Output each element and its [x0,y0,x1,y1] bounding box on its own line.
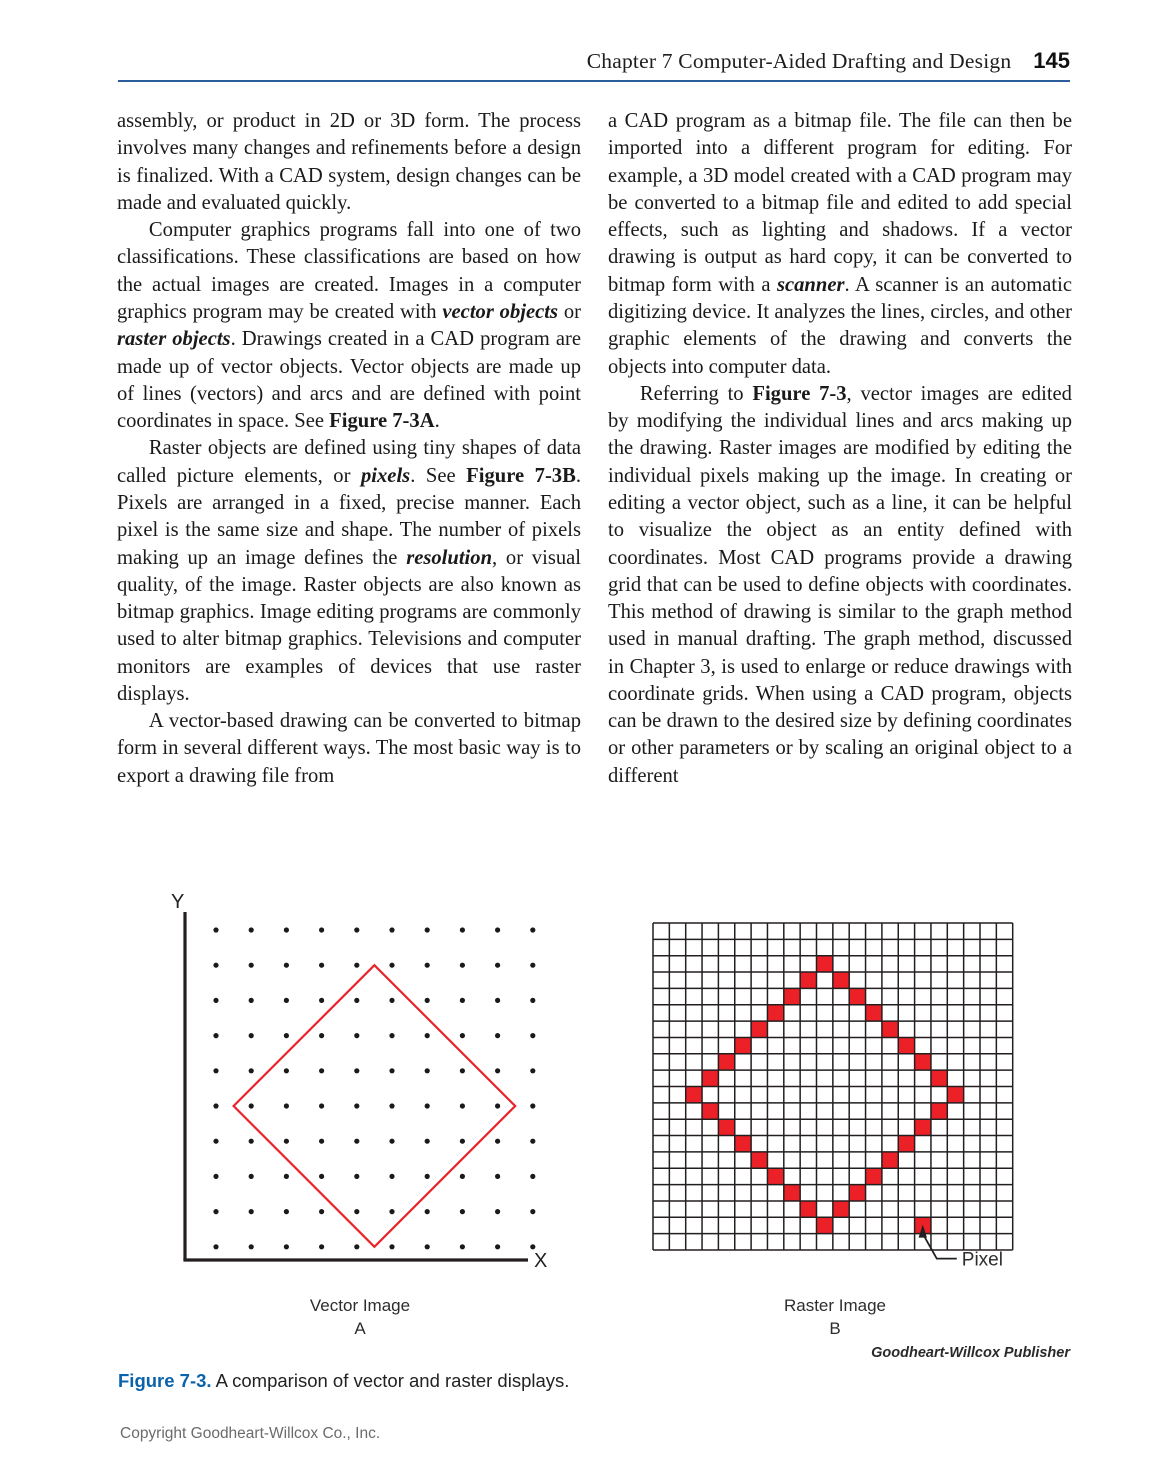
filled-pixel [702,1070,718,1086]
text-run: . A scanner is an automatic digitizing device. It analyzes the lines, circles, and other graphic elements of the drawing and converts the objects into computer data. [608,273,1073,378]
text-run: A vector-based drawing can be converted to bitmap form in several different ways. The most basic way is to export a drawing file from [117,710,581,787]
grid-dot [249,998,254,1003]
text-run: Figure 7-3 [752,382,847,405]
grid-dot [284,1209,289,1214]
text-run: Figure 7-3A [329,410,435,433]
grid-dot [354,1174,359,1179]
grid-dot [495,927,500,932]
grid-dot [249,963,254,968]
grid-dot [389,1244,394,1249]
grid-dot [389,1209,394,1214]
text-run: . See [410,464,467,487]
grid-dot [460,1068,465,1073]
grid-dot [319,963,324,968]
grid-dot [460,1244,465,1249]
text-run: pixels [360,464,411,487]
vector-image-caption [160,1295,560,1341]
grid-dot [530,1103,535,1108]
grid-dot [354,963,359,968]
grid-dot [249,1139,254,1144]
grid-dot [319,1174,324,1179]
vector-image-title: Vector Image [309,1296,411,1315]
grid-dot [284,963,289,968]
text-run: or [558,300,581,323]
grid-dot [460,1103,465,1108]
grid-dot [530,1209,535,1214]
grid-dot [213,1033,218,1038]
grid-dot [460,1209,465,1214]
grid-dot [249,1068,254,1073]
text-run: Figure 7-3B [466,464,576,487]
grid-dot [354,1209,359,1214]
pixel-callout-label: Pixel [961,1249,1003,1271]
filled-pixel [767,1168,783,1184]
grid-dot [389,1033,394,1038]
grid-dot [389,998,394,1003]
grid-dot [530,1068,535,1073]
grid-dot [425,1139,430,1144]
filled-pixel [931,1103,947,1119]
grid-dot [389,927,394,932]
filled-pixel [849,1185,865,1201]
figure-caption [118,1370,918,1392]
figure-caption-text: A comparison of vector and raster displays. [211,1370,570,1391]
paragraph [117,435,581,708]
grid-dot [213,927,218,932]
vector-image-letter: A [354,1318,366,1338]
grid-dot [389,1103,394,1108]
grid-dot [530,998,535,1003]
text-run: Computer graphics programs fall into one of two classifications. These classifications are based on how the actual images are created. Images in a computer graphics program may be created with [117,219,581,323]
text-run: raster objects [117,328,231,351]
grid-dot [284,927,289,932]
text-run: a CAD program as a bitmap file. The file can then be imported into a different program for editing. For example, a 3D model created with a CAD program may be converted to a bitmap file and edited to add special effects, such as lighting and shadows. If a vector drawing is output as hard copy, it can be converted to bitmap form with a [608,110,1072,296]
vector-diamond [234,965,516,1247]
grid-dot [495,1068,500,1073]
filled-pixel [882,1152,898,1168]
filled-pixel [718,1119,734,1135]
grid-dot [460,1033,465,1038]
raster-image-title: Raster Image [783,1296,887,1315]
grid-dot [213,1103,218,1108]
grid-dot [319,927,324,932]
grid-dot [389,1174,394,1179]
grid-dot [213,1139,218,1144]
grid-dot [284,1103,289,1108]
grid-dot [284,1139,289,1144]
grid-dot [495,1244,500,1249]
copyright-notice: Copyright Goodheart-Willcox Co., Inc. [120,1425,381,1442]
grid-dot [425,927,430,932]
filled-pixel [947,1087,963,1103]
grid-dot [495,998,500,1003]
figure-caption-label: Figure 7-3. [118,1370,212,1391]
text-run: Raster objects are defined using tiny shapes of data called picture elements, or [117,437,581,487]
x-axis-label: X [534,1250,548,1272]
page-number: 145 [1033,48,1070,73]
text-run: . [434,410,440,433]
grid-dot [460,1174,465,1179]
grid-dot [460,927,465,932]
text-run: scanner [776,273,845,296]
text-run: , or visual quality, of the image. Raster objects are also known as bitmap graphics. Image editing programs are commonly used to alter bitmap graphics. Televisions and computer monitors are examples of devices that use raster displays. [117,546,582,705]
grid-dot [495,1139,500,1144]
grid-dot [354,1033,359,1038]
filled-pixel [833,1201,849,1217]
figure-7-3 [0,890,1156,1360]
grid-dot [213,963,218,968]
filled-pixel [882,1021,898,1037]
filled-pixel [915,1119,931,1135]
chapter-title: Chapter 7 Computer-Aided Drafting and Design [586,49,1012,73]
grid-dot [213,1174,218,1179]
vector-image-diagram [160,890,580,1290]
grid-dot [495,1103,500,1108]
text-run: assembly, or product in 2D or 3D form. The process involves many changes and refinements before a design is finalized. With a CAD system, design changes can be made and evaluated quickly. [117,110,581,214]
text-run: Referring to [639,382,753,405]
grid-dot [425,1068,430,1073]
grid-dot [249,1033,254,1038]
grid-dot [319,1068,324,1073]
filled-pixel [898,1136,914,1152]
text-run: . Drawings created in a CAD program are made up of vector objects. Vector objects are made up of lines (vectors) and arcs and are defined with point coordinates in space. See [117,328,581,433]
text-run: . Pixels are arranged in a fixed, precise manner. Each pixel is the same size and shape. The number of pixels making up an image defines the [117,464,581,569]
grid-dot [354,1139,359,1144]
filled-pixel [751,1021,767,1037]
filled-pixel [800,1201,816,1217]
grid-dot [249,1174,254,1179]
y-axis-label: Y [171,891,185,913]
paragraph [117,108,581,217]
grid-dot [425,998,430,1003]
grid-dot [319,1103,324,1108]
filled-pixel [898,1037,914,1053]
grid-dot [213,1244,218,1249]
grid-dot [284,998,289,1003]
filled-pixel [767,1005,783,1021]
grid-dot [530,1174,535,1179]
grid-dot [460,998,465,1003]
filled-pixel [866,1168,882,1184]
grid-dot [425,963,430,968]
filled-pixel [784,988,800,1004]
pixel-layer [686,956,964,1234]
filled-pixel [784,1185,800,1201]
filled-pixel [735,1136,751,1152]
filled-pixel [849,988,865,1004]
grid-dot [354,1103,359,1108]
grid-dot [319,1244,324,1249]
grid-dot [213,1068,218,1073]
filled-pixel [817,1217,833,1233]
paragraph [117,217,581,435]
grid-dot [249,1103,254,1108]
grid-dot [354,927,359,932]
grid-dot [319,998,324,1003]
grid-dot [495,1174,500,1179]
running-head [118,48,1070,74]
text-run: , vector images are edited by modifying the individual lines and arcs making up the drawing. Raster images are modified by editing the individual pixels making up the image. In creating or editing a vector object, such as a line, it can be helpful to visualize the object as an entity defined with coordinates. Most CAD programs provide a drawing grid that can be used to define objects with coordinates. This method of drawing is similar to the graph method used in manual drafting. The graph method, discussed in Chapter 3, is used to enlarge or reduce drawings with coordinate grids. When using a CAD program, objects can be drawn to the desired size by defining coordinates or other parameters or by scaling an original object to a different [608,382,1072,787]
text-run: resolution [406,546,493,569]
grid-dot [530,927,535,932]
filled-pixel [718,1054,734,1070]
grid-dot [354,998,359,1003]
grid-dot [425,1033,430,1038]
raster-image-letter: B [829,1318,841,1338]
grid-dot [425,1209,430,1214]
grid-dot [354,1068,359,1073]
grid-dot [530,1244,535,1249]
grid-dot [425,1174,430,1179]
grid-dot [460,1139,465,1144]
paragraph [608,108,1072,381]
paragraph [608,381,1072,790]
grid-dot [389,1139,394,1144]
grid-dot [530,1033,535,1038]
filled-pixel [800,972,816,988]
grid-dot [530,1139,535,1144]
grid-dot [319,1209,324,1214]
dot-grid [213,927,535,1249]
filled-pixel [833,972,849,988]
grid-dot [249,1209,254,1214]
filled-pixel [866,1005,882,1021]
filled-pixel [817,956,833,972]
grid-dot [460,963,465,968]
filled-pixel [931,1070,947,1086]
body-column-right [608,108,1072,790]
grid-dot [284,1244,289,1249]
grid-dot [495,1033,500,1038]
filled-pixel [915,1054,931,1070]
body-column-left [117,108,581,790]
grid-dot [495,963,500,968]
grid-dot [425,1103,430,1108]
raster-image-caption [640,1295,1030,1341]
filled-pixel [735,1037,751,1053]
grid-dot [495,1209,500,1214]
text-run: vector objects [442,300,559,323]
grid-dot [389,963,394,968]
filled-pixel [751,1152,767,1168]
grid-dot [284,1068,289,1073]
grid-dot [319,1033,324,1038]
header-rule [118,80,1070,82]
grid-dot [425,1244,430,1249]
grid-dot [249,1244,254,1249]
grid-dot [213,1209,218,1214]
grid-dot [284,1174,289,1179]
grid-dot [530,963,535,968]
raster-image-diagram [645,918,1085,1303]
grid-dot [354,1244,359,1249]
callout-leader-line [923,1234,957,1259]
grid-dot [249,927,254,932]
filled-pixel [686,1087,702,1103]
grid-dot [213,998,218,1003]
grid-dot [284,1033,289,1038]
paragraph [117,708,581,790]
filled-pixel [702,1103,718,1119]
grid-dot [319,1139,324,1144]
figure-credit: Goodheart-Willcox Publisher [871,1345,1070,1361]
raster-grid [653,923,1013,1250]
grid-dot [389,1068,394,1073]
